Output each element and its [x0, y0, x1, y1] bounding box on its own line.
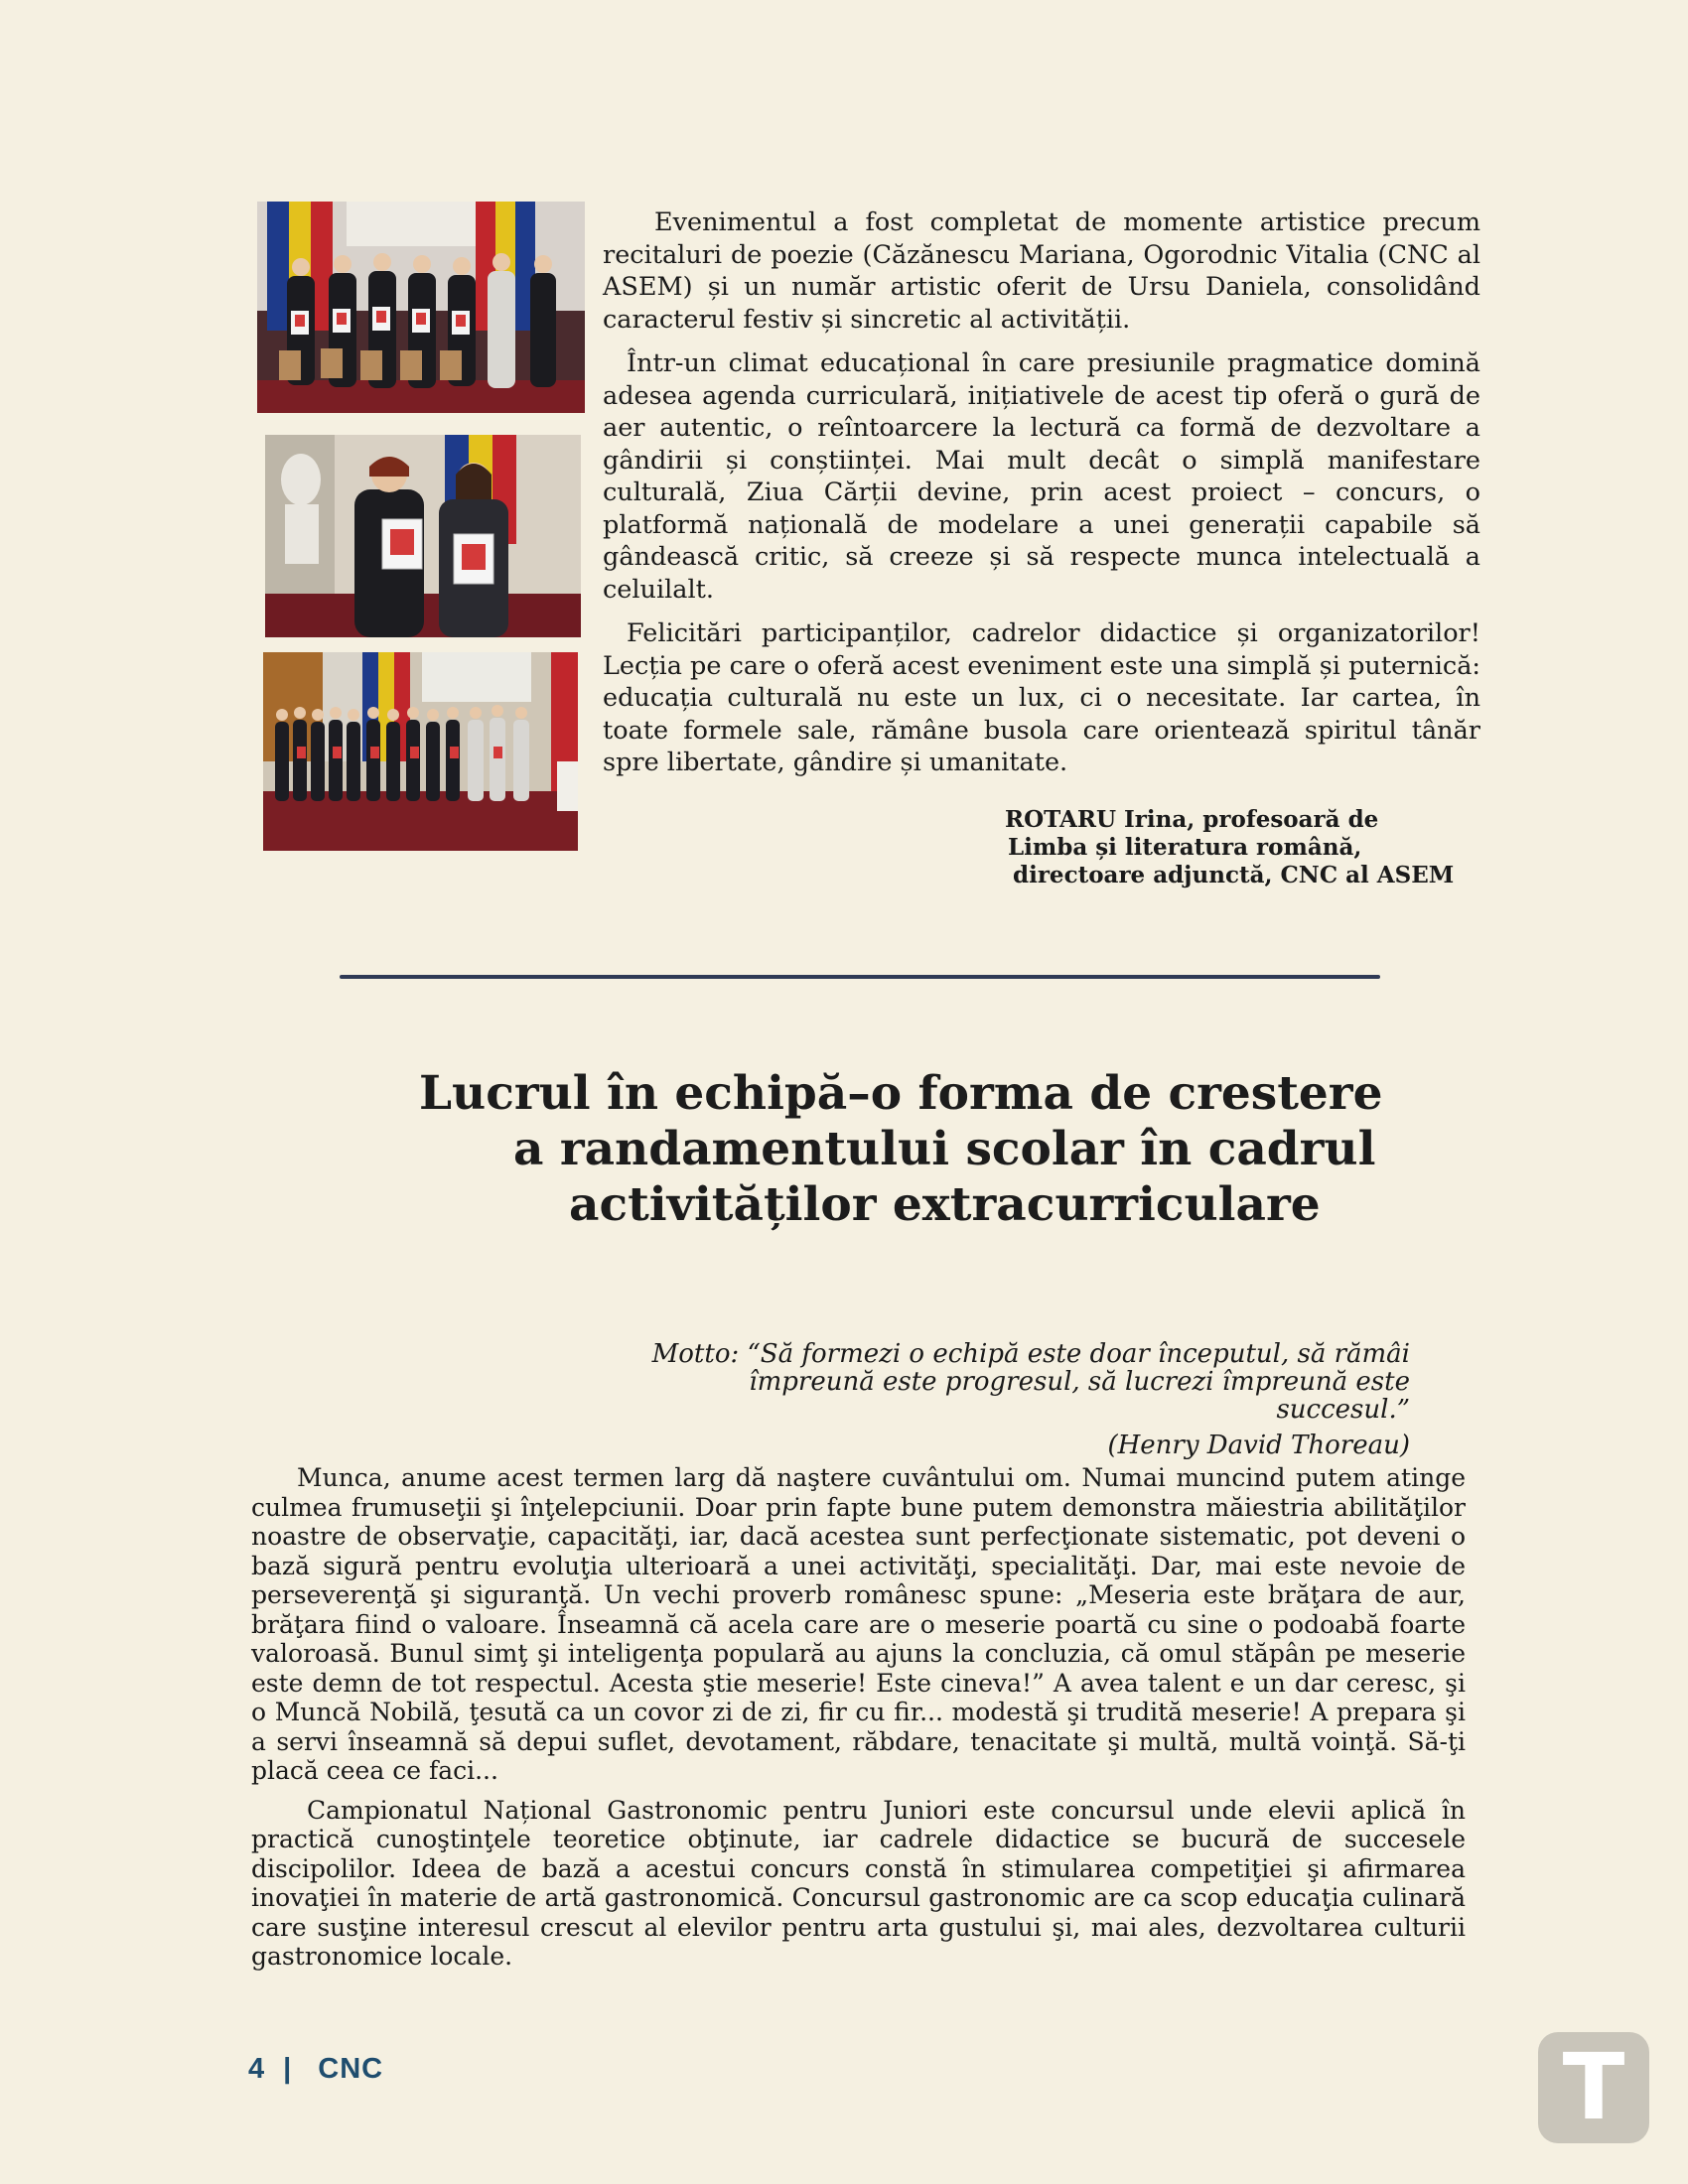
author-signature	[1005, 806, 1481, 889]
logo-letter: T	[1562, 2034, 1625, 2140]
page-number: 4	[248, 2053, 266, 2085]
motto	[635, 1340, 1410, 1459]
paragraph: Munca, anume acest termen larg dă naştere cuvântului om. Numai muncind putem atinge culmea frumuseţii şi înţelepciunii. Doar prin fapte bune putem demonstra măiestria abilităţilor noastre de observaţie, capacităţi, iar, dacă acestea sunt perfecţionate sistematic, pot deveni o bază sigură pentru evoluţia ulterioară a unei activităţi, specialităţi. Dar, mai este nevoie de perseverenţă şi siguranţă. Un vechi proverb românesc spune: „Meseria este brăţara de aur, brăţara fiind o valoare. Înseamnă că acela care are o meserie poartă cu sine o podoabă foarte valoroasă. Bunul simţ şi inteligenţa populară au ajuns la concluzia, că omul stăpân pe meserie este demn de tot respectul. Acesta ştie meserie! Este cineva!” A avea talent e un dar ceresc, şi o Muncă Nobilă, ţesută ca un covor zi de zi, fir cu fir... modestă şi trudită meserie! A prepara şi a servi înseamnă să depui suflet, devotament, răbdare, tenacitate şi multă, multă voinţă. Să-ţi placă ceea ce faci...	[251, 1463, 1466, 1785]
article-continuation	[603, 206, 1480, 791]
signature-line: Limba și literatura română,	[1008, 834, 1362, 861]
paragraph: Campionatul Național Gastronomic pentru Juniori este concursul unde elevii aplică în practică cunoştinţele teoretice obţinute, iar cadrele didactice se bucură de succesele discipolilor. Ideea de bază a acestui concurs constă în stimularea competiţiei şi afirmarea inovaţiei în materie de artă gastronomică. Concursul gastronomic are ca scop educaţia culinară care susţine interesul crescut al elevilor pentru arta gustului şi, mai ales, dezvoltarea culturii gastronomice locale.	[251, 1795, 1466, 1971]
section-divider	[340, 975, 1380, 979]
title-line: Lucrul în echipă–o forma de crestere	[419, 1066, 1383, 1121]
article-title	[328, 1066, 1400, 1233]
photo-teacher-and-student-diplomas	[265, 435, 581, 637]
group-photo-students-with-awards	[257, 202, 585, 413]
title-line: a randamentului scolar în cadrul	[513, 1122, 1376, 1176]
article-body	[251, 1463, 1466, 1981]
t-logo-icon	[1538, 2032, 1649, 2143]
paragraph: Într-un climat educațional în care presiunile pragmatice domină adesea agenda curriculară, inițiativele de acest tip oferă o gură de aer autentic, o reîntoarcere la lectură ca formă de dezvoltare a gândirii și conștiinței. Mai mult decât o simplă manifestare culturală, Ziua Cărții devine, prin acest proiect – concurs, o platformă națională de modelare a unei generații capabile să gândească critic, să creeze și să respecte munca intelectuală a celuilalt.	[603, 348, 1480, 605]
photo-participants-row	[263, 652, 578, 851]
signature-line: ROTARU Irina, profesoară de	[1005, 806, 1379, 833]
footer-label: CNC	[318, 2053, 384, 2085]
title-line: activităților extracurriculare	[569, 1177, 1321, 1232]
signature-line: directoare adjunctă, CNC al ASEM	[1013, 862, 1455, 888]
photo-icon	[263, 652, 578, 851]
motto-line: împreună este progresul, să lucrezi împreună este succesul.”	[749, 1367, 1410, 1425]
photo-icon	[265, 435, 581, 637]
paragraph: Evenimentul a fost completat de momente artistice precum recitaluri de poezie (Căzănescu Mariana, Ogorodnic Vitalia (CNC al ASEM) și un număr artistic oferit de Ursu Daniela, consolidând caracterul festiv și sincretic al activității.	[603, 207, 1480, 335]
motto-line: Motto: “Să formezi o echipă este doar începutul, să rămâi	[651, 1339, 1410, 1369]
page-footer	[248, 2053, 383, 2086]
motto-author: (Henry David Thoreau)	[1107, 1431, 1410, 1460]
photo-icon	[257, 202, 585, 413]
paragraph: Felicitări participanților, cadrelor didactice și organizatorilor! Lecția pe care o oferă acest eveniment este una simplă și puternică: educația culturală nu este un lux, ci o necesitate. Iar cartea, în toate formele sale, rămâne busola care orientează spiritul tânăr spre libertate, gândire și umanitate.	[603, 618, 1480, 777]
footer-separator: |	[283, 2053, 293, 2085]
